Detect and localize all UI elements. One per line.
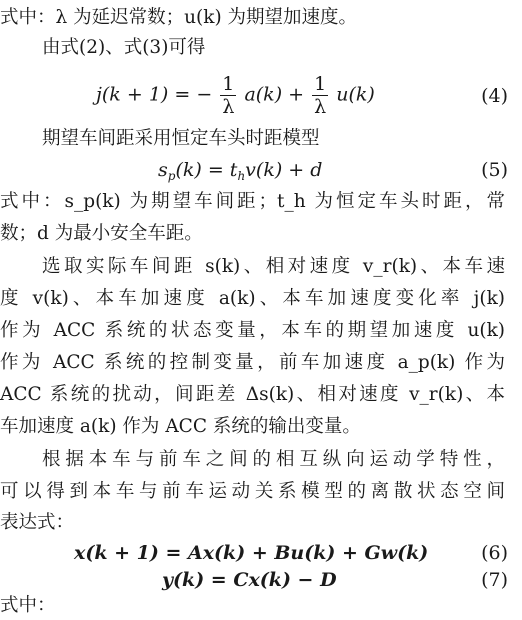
eq4-left: j(k + 1) = − xyxy=(96,83,213,106)
equation-7: y(k) = Cx(k) − D xyxy=(162,569,337,591)
text-line-6: 选取实际车间距 s(k)、相对速度 v_r(k)、本车速 xyxy=(42,256,505,277)
equation-number-6: (6) xyxy=(481,542,508,564)
text-line-5: 数；d 为最小安全车距。 xyxy=(0,223,203,244)
eq4-mid: a(k) + xyxy=(244,83,311,106)
text-line-2: 由式(2)、式(3)可得 xyxy=(42,37,206,58)
equation-number-4: (4) xyxy=(481,85,508,107)
text-line-8: 作为 ACC 系统的状态变量，本车的期望加速度 u(k) xyxy=(0,320,505,341)
text-line-1: 式中：λ 为延迟常数；u(k) 为期望加速度。 xyxy=(0,7,358,28)
equation-number-5: (5) xyxy=(481,159,508,181)
text-line-9: 作为 ACC 系统的控制变量，前车加速度 a_p(k) 作为 xyxy=(0,352,505,373)
text-line-13: 可以得到本车与前车运动关系模型的离散状态空间 xyxy=(0,481,505,502)
text-line-12: 根据本车与前车之间的相互纵向运动学特性， xyxy=(42,449,505,470)
eq4-frac-2: $\frac{1}{\lambda}$ xyxy=(314,73,327,118)
eq4-right: u(k) xyxy=(336,83,375,106)
text-line-15: 式中： xyxy=(0,595,56,616)
text-line-4: 式中：s_p(k) 为期望车间距；t_h 为恒定车头时距，常 xyxy=(0,191,505,212)
equation-6: x(k + 1) = Ax(k) + Bu(k) + Gw(k) xyxy=(74,542,429,564)
equation-number-7: (7) xyxy=(481,569,508,591)
text-line-14: 表达式： xyxy=(0,512,75,533)
equation-5: $s_p(k) = t_hv(k) + d$ xyxy=(158,159,323,183)
text-line-11: 车加速度 a(k) 作为 ACC 系统的输出变量。 xyxy=(0,416,361,437)
text-line-10: ACC 系统的扰动，间距差 Δs(k)、相对速度 v_r(k)、本 xyxy=(0,384,505,405)
text-line-7: 度 v(k)、本车加速度 a(k)、本车加速度变化率 j(k) xyxy=(0,288,505,309)
eq4-frac-1: $\frac{1}{\lambda}$ xyxy=(222,73,235,118)
equation-4 xyxy=(96,73,375,118)
text-line-3: 期望车间距采用恒定车头时距模型 xyxy=(42,128,320,149)
